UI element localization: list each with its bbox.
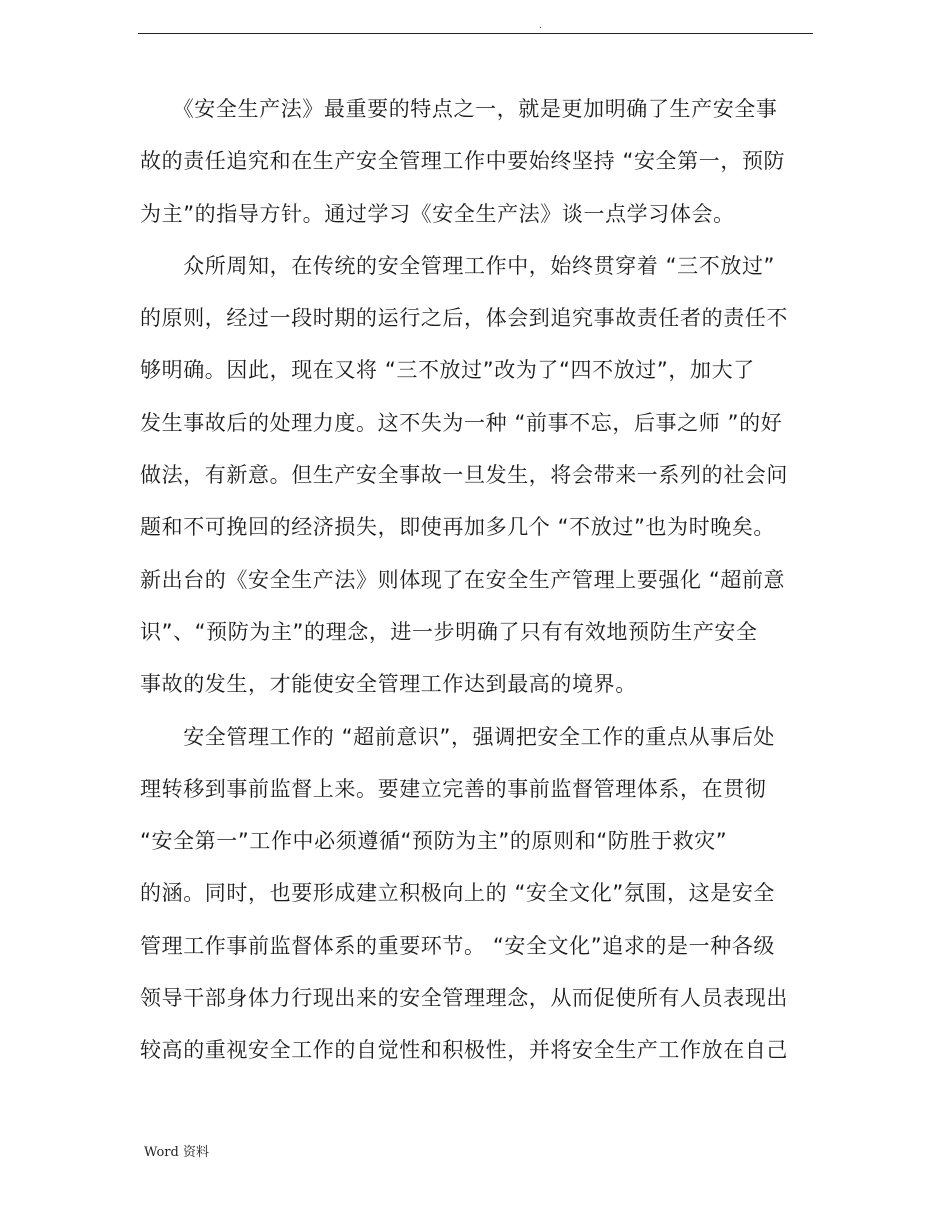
text-line: 题和不可挽回的经济损失，即使再加多几个 “不放过”也为时晚矣。 [140,515,776,540]
text-line: 新出台的《安全生产法》则体现了在安全生产管理上要强化 “超前意 [140,567,786,592]
text-line: 为主”的指导方针。通过学习《安全生产法》谈一点学习体会。 [140,201,735,226]
text-line: 理转移到事前监督上来。要建立完善的事前监督管理体系，在贯彻 [140,776,767,801]
text-line: 较高的重视安全工作的自觉性和积极性，并将安全生产工作放在自己 [140,1038,788,1063]
text-line: 识”、“预防为主”的理念，进一步明确了只有有效地预防生产安全 [140,619,758,644]
text-line: “安全第一”工作中必须遵循“预防为主”的原则和“防胜于救灾” [140,829,728,854]
text-line: 安全管理工作的 “超前意识”，强调把安全工作的重点从事后处 [140,724,776,749]
text-line: 事故的发生，才能使安全管理工作达到最高的境界。 [140,672,637,697]
body-text [140,88,812,1082]
header-rule [138,33,813,34]
text-line: 发生事故后的处理力度。这不失为一种 “前事不忘，后事之师 ”的好 [140,410,783,435]
text-line: 管理工作事前监督体系的重要环节。 “安全文化”追求的是一种各级 [140,933,776,958]
text-line: 够明确。因此，现在又将 “三不放过”改为了“四不放过”，加大了 [140,358,755,383]
text-line: 故的责任追究和在生产安全管理工作中要始终坚持 “安全第一，预防 [140,149,786,174]
text-line: 的原则，经过一段时期的运行之后，体会到追究事故责任者的责任不 [140,306,788,331]
text-line: 领导干部身体力行现出来的安全管理理念，从而促使所有人员表现出 [140,986,788,1011]
text-line: 的涵。同时，也要形成建立积极向上的 “安全文化”氛围，这是安全 [140,881,776,906]
text-line: 《安全生产法》最重要的特点之一，就是更加明确了生产安全事 [140,97,778,121]
text-line: 众所周知，在传统的安全管理工作中，始终贯穿着 “三不放过” [140,253,776,278]
header-mark: . [539,21,542,31]
footer-label: Word 资料 [144,1145,209,1160]
text-line: 做法，有新意。但生产安全事故一旦发生，将会带来一系列的社会问 [140,463,788,488]
